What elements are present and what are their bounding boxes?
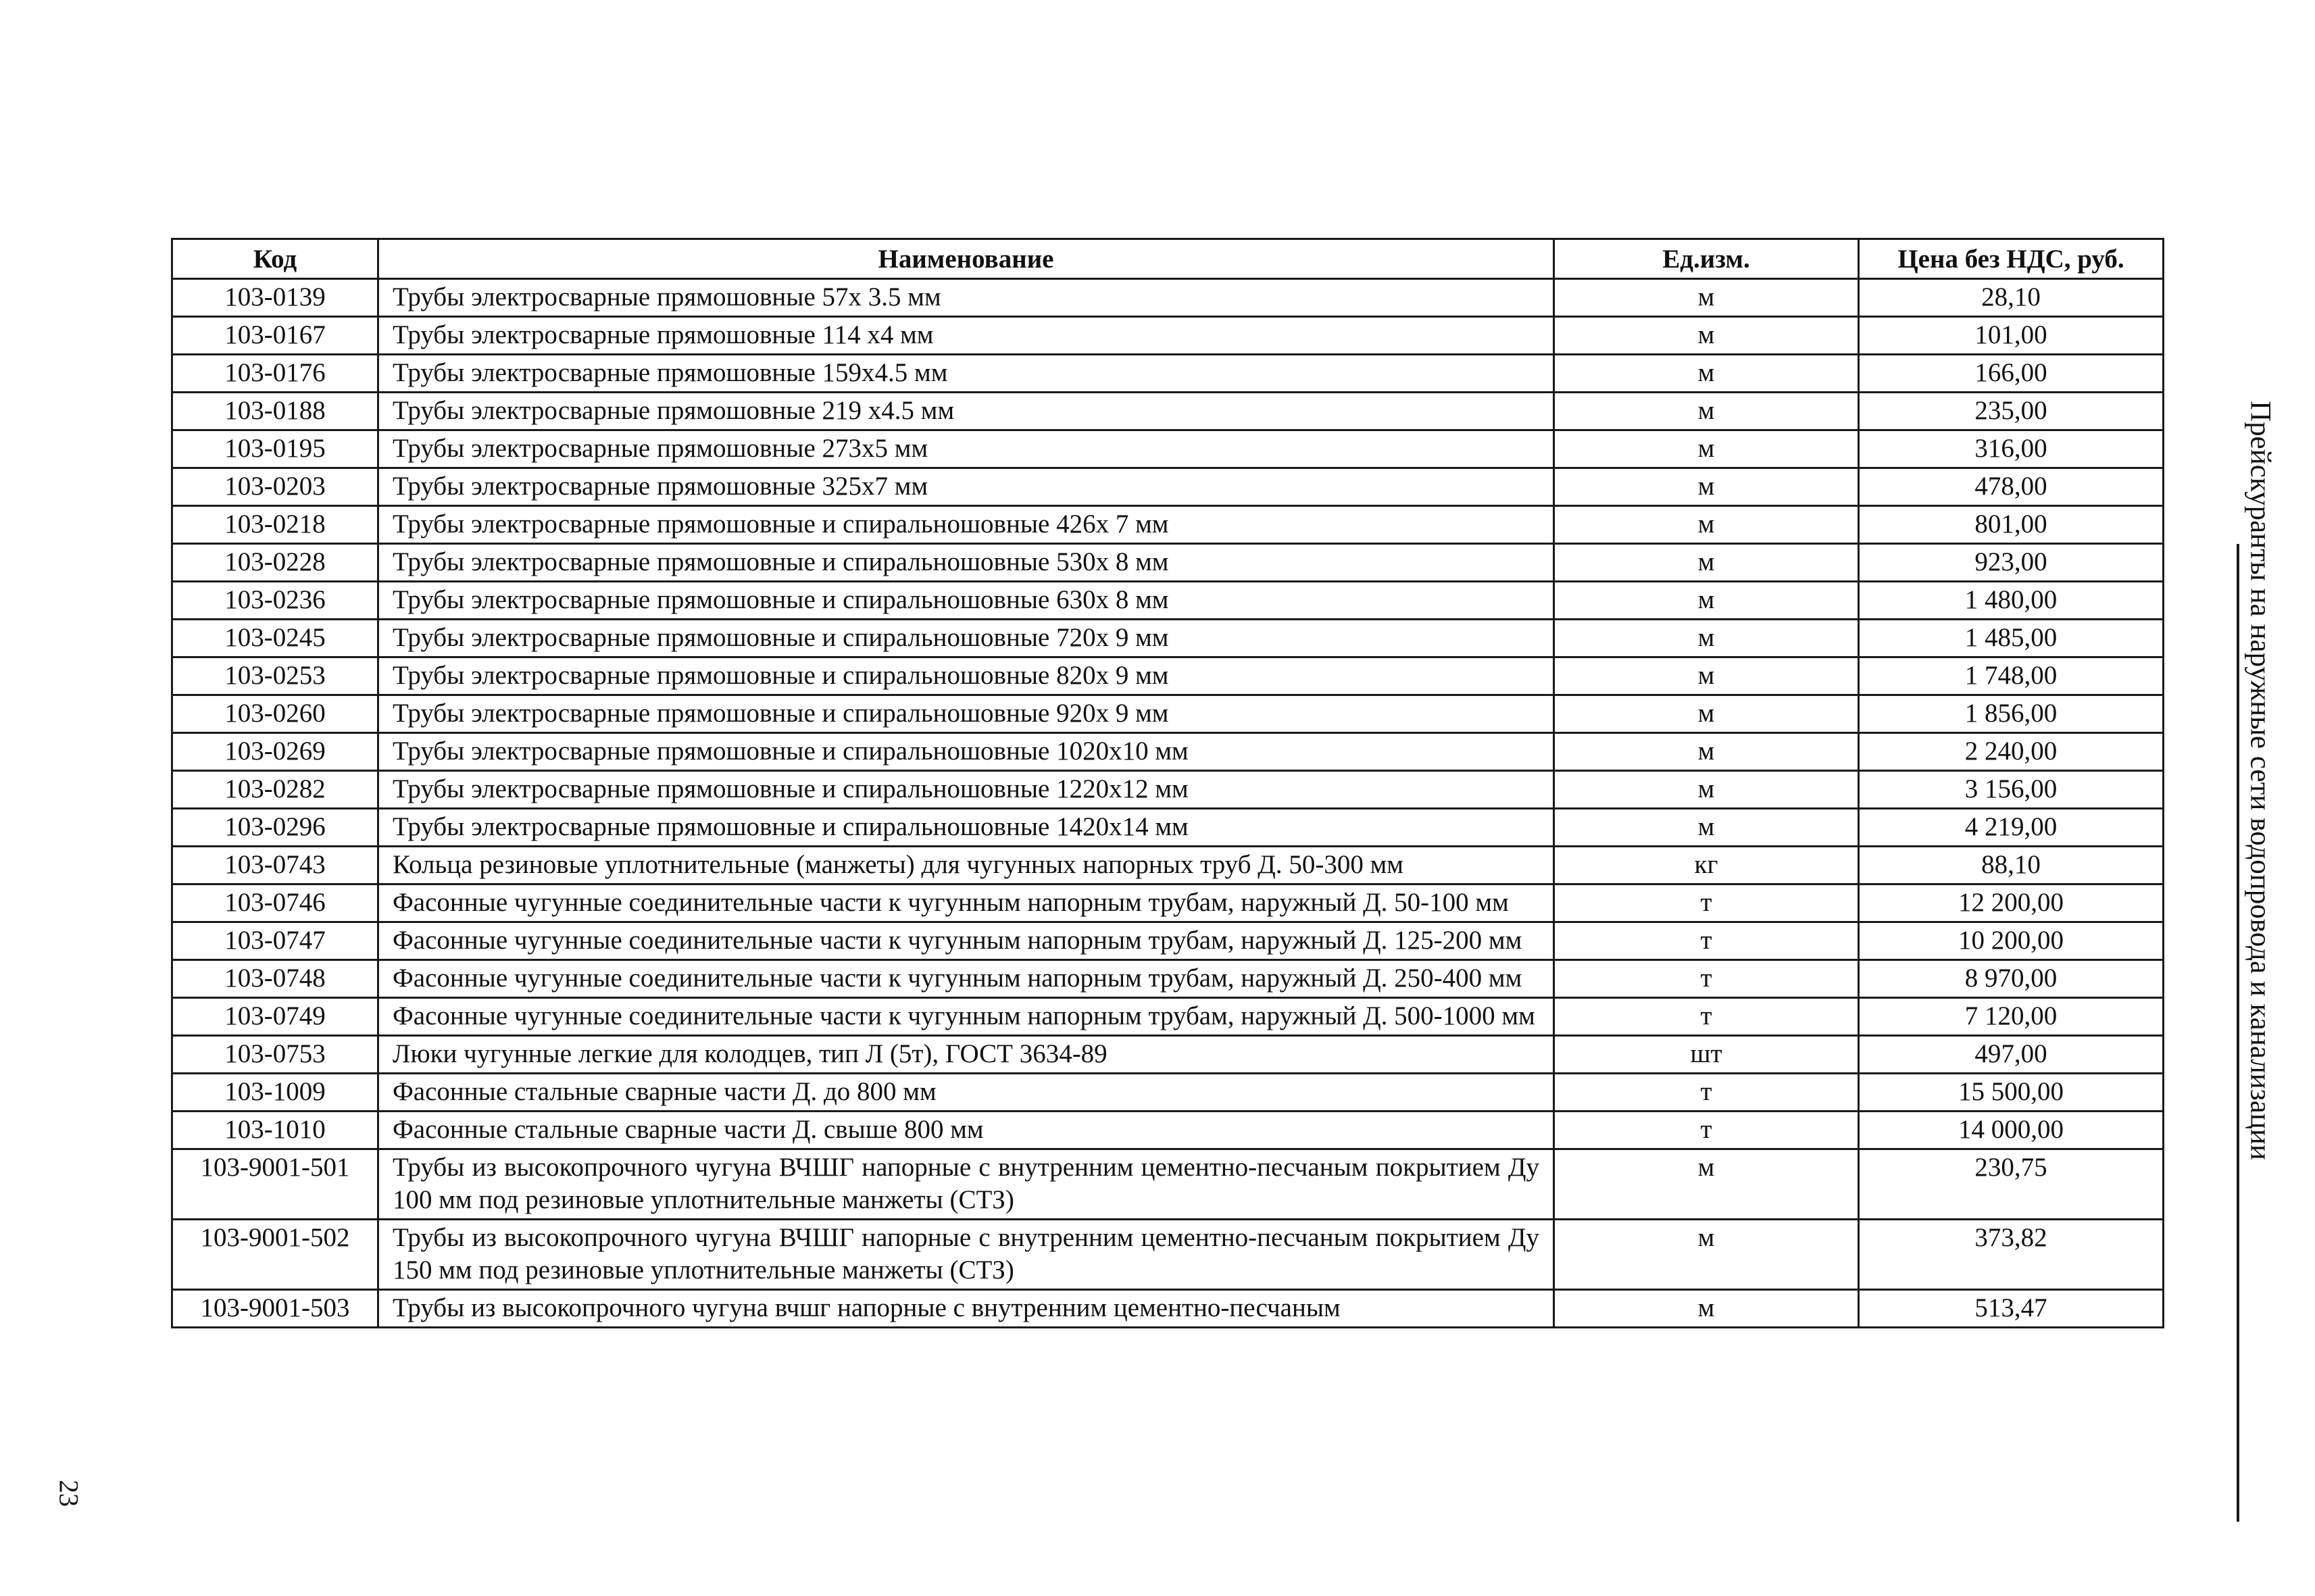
cell-code: 103-9001-501 [172,1149,378,1220]
cell-code: 103-0139 [172,279,378,317]
cell-name: Трубы из высокопрочного чугуна ВЧШГ напорные с внутренним цементно-песчаным покрытием Ду 150 мм под резиновые уплотнительные манжеты (СТЗ) [378,1220,1554,1290]
cell-code: 103-0195 [172,430,378,468]
cell-name: Люки чугунные легкие для колодцев, тип Л (5т), ГОСТ 3634-89 [378,1036,1554,1074]
table-row [172,317,2164,355]
cell-name: Трубы электросварные прямошовные и спиральношовные 920х 9 мм [378,695,1554,733]
cell-price: 101,00 [1859,317,2164,355]
table-row [172,582,2164,620]
cell-unit: м [1554,317,1859,355]
cell-unit: м [1554,393,1859,430]
cell-code: 103-0746 [172,884,378,922]
cell-unit: м [1554,506,1859,544]
cell-name: Трубы электросварные прямошовные 219 х4.5 мм [378,393,1554,430]
table-row [172,884,2164,922]
cell-price: 14 000,00 [1859,1112,2164,1149]
table-row [172,922,2164,960]
cell-unit: м [1554,430,1859,468]
cell-price: 513,47 [1859,1290,2164,1328]
header-price: Цена без НДС, руб. [1859,239,2164,279]
cell-unit: м [1554,809,1859,847]
cell-name: Фасонные стальные сварные части Д. свыше 800 мм [378,1112,1554,1149]
cell-name: Фасонные стальные сварные части Д. до 800 мм [378,1074,1554,1112]
table-row [172,998,2164,1036]
cell-price: 4 219,00 [1859,809,2164,847]
table-row [172,1036,2164,1074]
header-unit: Ед.изм. [1554,239,1859,279]
cell-code: 103-0245 [172,620,378,657]
table-row [172,1074,2164,1112]
cell-unit: м [1554,771,1859,809]
table-row [172,657,2164,695]
cell-unit: м [1554,657,1859,695]
cell-name: Трубы электросварные прямошовные 273х5 мм [378,430,1554,468]
cell-price: 230,75 [1859,1149,2164,1220]
cell-code: 103-0748 [172,960,378,998]
header-name: Наименование [378,239,1554,279]
table-row [172,620,2164,657]
table-row [172,771,2164,809]
cell-price: 801,00 [1859,506,2164,544]
cell-unit: м [1554,1290,1859,1328]
cell-name: Трубы электросварные прямошовные и спиральношовные 630х 8 мм [378,582,1554,620]
table-row [172,1290,2164,1328]
table-row [172,430,2164,468]
table-row [172,809,2164,847]
table-row [172,1149,2164,1220]
cell-price: 8 970,00 [1859,960,2164,998]
cell-price: 235,00 [1859,393,2164,430]
cell-unit: т [1554,1074,1859,1112]
cell-code: 103-0747 [172,922,378,960]
cell-name: Фасонные чугунные соединительные части к чугунным напорным трубам, наружный Д. 50-100 мм [378,884,1554,922]
cell-unit: т [1554,960,1859,998]
cell-unit: т [1554,884,1859,922]
cell-unit: м [1554,279,1859,317]
table-row [172,695,2164,733]
cell-price: 10 200,00 [1859,922,2164,960]
cell-code: 103-9001-503 [172,1290,378,1328]
cell-name: Трубы электросварные прямошовные 325х7 мм [378,468,1554,506]
cell-name: Трубы электросварные прямошовные и спиральношовные 1420х14 мм [378,809,1554,847]
cell-unit: м [1554,355,1859,393]
cell-price: 28,10 [1859,279,2164,317]
cell-price: 1 856,00 [1859,695,2164,733]
cell-code: 103-0260 [172,695,378,733]
cell-unit: м [1554,468,1859,506]
header-code: Код [172,239,378,279]
cell-code: 103-0253 [172,657,378,695]
cell-name: Трубы из высокопрочного чугуна ВЧШГ напорные с внутренним цементно-песчаным покрытием Ду 100 мм под резиновые уплотнительные манжеты (СТЗ) [378,1149,1554,1220]
cell-name: Трубы электросварные прямошовные 57х 3.5 мм [378,279,1554,317]
cell-name: Фасонные чугунные соединительные части к чугунным напорным трубам, наружный Д. 125-200 мм [378,922,1554,960]
table-row [172,1220,2164,1290]
cell-code: 103-0203 [172,468,378,506]
table-body [172,279,2164,1328]
cell-price: 497,00 [1859,1036,2164,1074]
cell-name: Фасонные чугунные соединительные части к чугунным напорным трубам, наружный Д. 250-400 мм [378,960,1554,998]
table-row [172,393,2164,430]
cell-code: 103-0269 [172,733,378,771]
table-row [172,355,2164,393]
cell-code: 103-0743 [172,847,378,884]
cell-unit: кг [1554,847,1859,884]
cell-price: 2 240,00 [1859,733,2164,771]
cell-code: 103-0753 [172,1036,378,1074]
cell-price: 166,00 [1859,355,2164,393]
cell-name: Трубы электросварные прямошовные и спиральношовные 820х 9 мм [378,657,1554,695]
cell-name: Трубы электросварные прямошовные и спиральношовные 720х 9 мм [378,620,1554,657]
cell-unit: т [1554,922,1859,960]
cell-price: 12 200,00 [1859,884,2164,922]
table-row [172,279,2164,317]
cell-unit: т [1554,1112,1859,1149]
cell-code: 103-0236 [172,582,378,620]
cell-price: 88,10 [1859,847,2164,884]
cell-code: 103-0167 [172,317,378,355]
side-divider-line [2237,544,2239,1522]
cell-unit: м [1554,1149,1859,1220]
cell-name: Трубы из высокопрочного чугуна вчшг напорные с внутренним цементно-песчаным [378,1290,1554,1328]
cell-unit: м [1554,544,1859,582]
cell-unit: м [1554,695,1859,733]
table-row [172,1112,2164,1149]
cell-code: 103-0296 [172,809,378,847]
cell-price: 1 485,00 [1859,620,2164,657]
cell-code: 103-0176 [172,355,378,393]
price-table-container [171,238,2162,1328]
cell-price: 1 480,00 [1859,582,2164,620]
table-row [172,960,2164,998]
table-row [172,468,2164,506]
cell-unit: м [1554,620,1859,657]
page-number: 23 [53,1480,84,1507]
cell-code: 103-0749 [172,998,378,1036]
cell-name: Трубы электросварные прямошовные и спиральношовные 1020х10 мм [378,733,1554,771]
cell-name: Трубы электросварные прямошовные и спиральношовные 530х 8 мм [378,544,1554,582]
cell-price: 316,00 [1859,430,2164,468]
cell-code: 103-0228 [172,544,378,582]
cell-price: 923,00 [1859,544,2164,582]
cell-code: 103-9001-502 [172,1220,378,1290]
cell-price: 373,82 [1859,1220,2164,1290]
cell-price: 1 748,00 [1859,657,2164,695]
cell-code: 103-1010 [172,1112,378,1149]
cell-code: 103-0188 [172,393,378,430]
table-row [172,506,2164,544]
table-row [172,733,2164,771]
cell-unit: шт [1554,1036,1859,1074]
cell-name: Фасонные чугунные соединительные части к чугунным напорным трубам, наружный Д. 500-1000 мм [378,998,1554,1036]
cell-price: 15 500,00 [1859,1074,2164,1112]
cell-price: 478,00 [1859,468,2164,506]
cell-price: 7 120,00 [1859,998,2164,1036]
cell-name: Трубы электросварные прямошовные 114 х4 мм [378,317,1554,355]
cell-code: 103-0282 [172,771,378,809]
side-caption: Прейскуранты на наружные сети водопровода и канализации [2244,401,2276,1160]
table-row [172,847,2164,884]
cell-unit: м [1554,582,1859,620]
cell-unit: т [1554,998,1859,1036]
cell-name: Кольца резиновые уплотнительные (манжеты) для чугунных напорных труб Д. 50-300 мм [378,847,1554,884]
cell-name: Трубы электросварные прямошовные 159х4.5 мм [378,355,1554,393]
cell-price: 3 156,00 [1859,771,2164,809]
table-row [172,544,2164,582]
cell-unit: м [1554,733,1859,771]
cell-unit: м [1554,1220,1859,1290]
price-table [171,238,2164,1328]
cell-code: 103-1009 [172,1074,378,1112]
cell-name: Трубы электросварные прямошовные и спиральношовные 426х 7 мм [378,506,1554,544]
cell-name: Трубы электросварные прямошовные и спиральношовные 1220х12 мм [378,771,1554,809]
table-header-row [172,239,2164,279]
cell-code: 103-0218 [172,506,378,544]
